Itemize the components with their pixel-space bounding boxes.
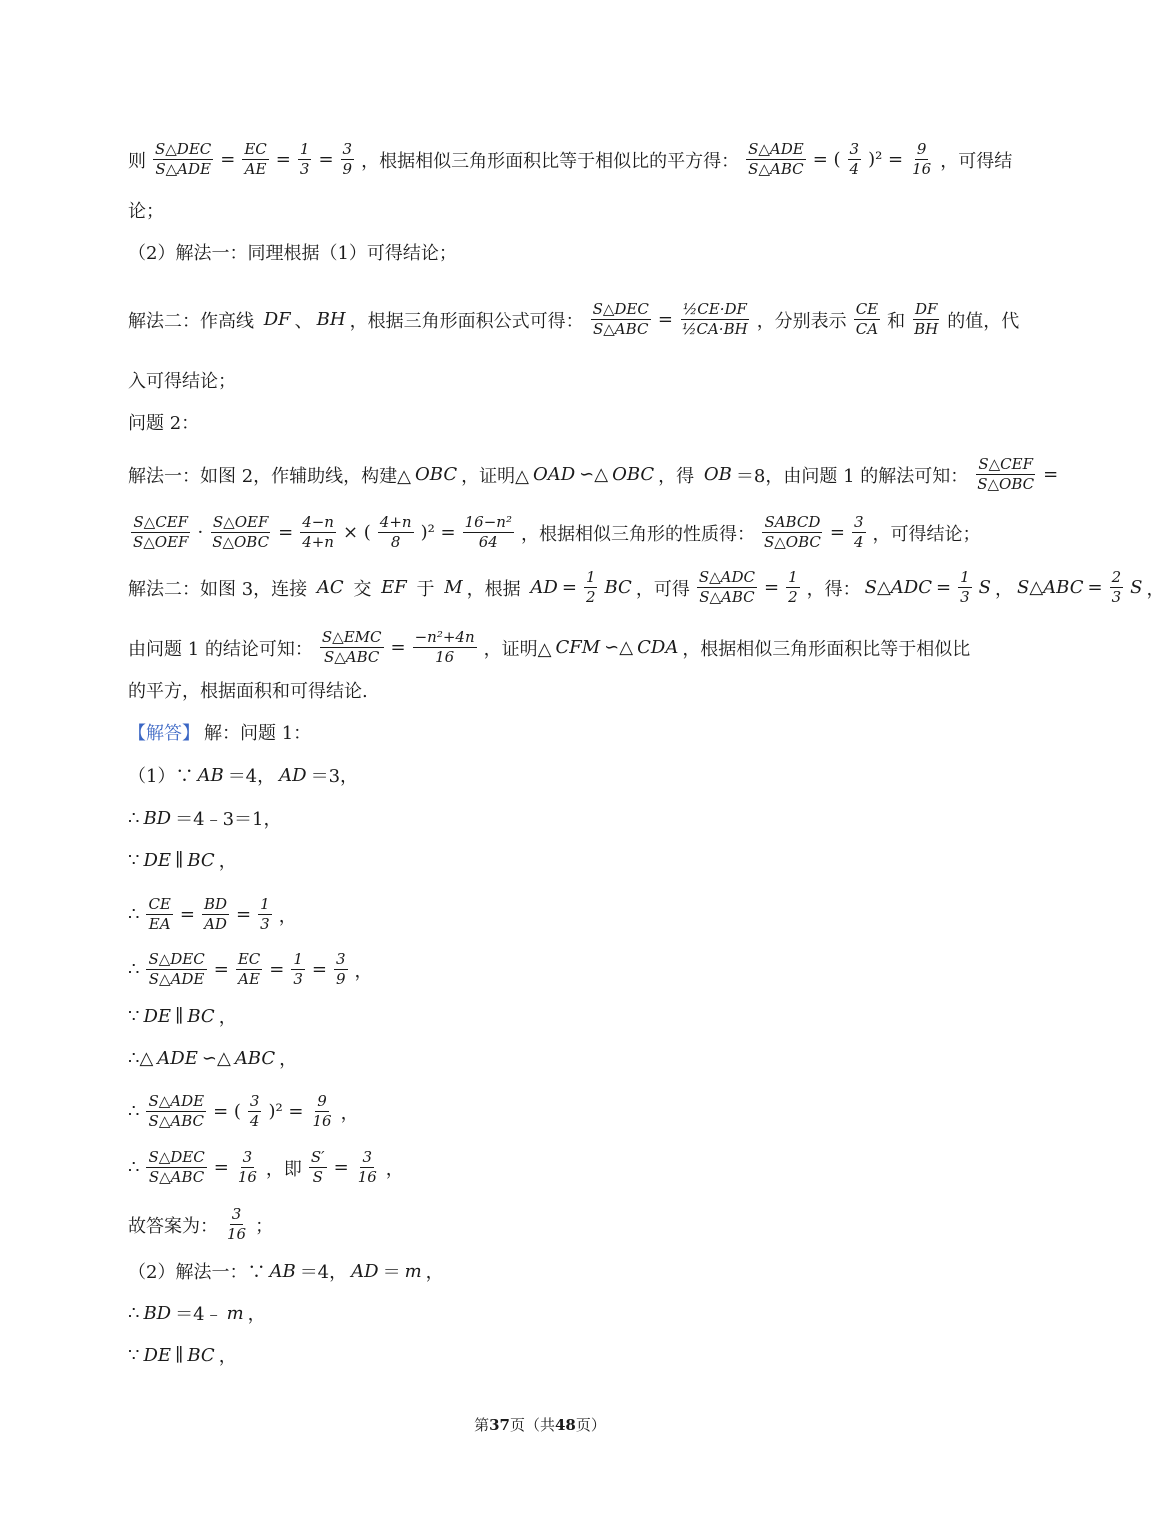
fraction-denominator: 3 bbox=[960, 588, 970, 606]
text-run: ∴ bbox=[128, 959, 140, 980]
fraction-numerator: 3 bbox=[849, 140, 860, 158]
text-line bbox=[128, 847, 980, 873]
fraction-numerator: EC bbox=[244, 140, 267, 158]
fraction-numerator: S′ bbox=[310, 1148, 325, 1166]
fraction-numerator: ½CE·DF bbox=[682, 300, 747, 318]
math-fraction bbox=[591, 300, 651, 339]
text-run: = ( bbox=[213, 1101, 241, 1122]
fraction-numerator: 3 bbox=[853, 513, 864, 531]
fraction-numerator: 1 bbox=[299, 140, 310, 158]
math-variable: OBC bbox=[612, 464, 655, 485]
text-run: 的平方，根据面积和可得结论. bbox=[128, 681, 368, 702]
fraction-denominator: S△ABC bbox=[323, 648, 380, 666]
math-fraction bbox=[852, 513, 866, 552]
fraction-denominator: S△ADE bbox=[155, 160, 211, 178]
fraction-denominator: 9 bbox=[342, 160, 353, 178]
fraction-numerator: 3 bbox=[242, 1148, 253, 1166]
text-run: ，分别表示 bbox=[756, 310, 847, 332]
fraction-denominator: 16 bbox=[237, 1168, 257, 1186]
math-fraction bbox=[311, 1092, 334, 1131]
text-line bbox=[128, 1342, 980, 1368]
text-run: ∥ bbox=[175, 1344, 184, 1366]
text-line bbox=[128, 1300, 980, 1326]
fraction-numerator: EC bbox=[237, 950, 261, 968]
math-variable: DE bbox=[143, 1344, 172, 1366]
text-run: 解法二：如图 3，连接 bbox=[128, 578, 313, 600]
text-run: ＝4﹣ bbox=[175, 1304, 223, 1325]
text-run: = ( bbox=[812, 149, 841, 170]
fraction-denominator: S△OBC bbox=[212, 533, 270, 551]
text-run: ，得 bbox=[658, 465, 700, 487]
fraction-numerator: 3 bbox=[335, 950, 346, 968]
text-run: = bbox=[269, 959, 285, 980]
text-run: （1）∵ bbox=[128, 766, 194, 787]
math-variable: DE bbox=[143, 849, 172, 871]
math-variable: BD bbox=[143, 1302, 172, 1324]
text-line bbox=[128, 628, 980, 667]
footer-prefix: 第 bbox=[474, 1416, 490, 1434]
text-run: = bbox=[179, 904, 195, 925]
fraction-numerator: S△ADE bbox=[148, 1092, 205, 1110]
fraction-denominator: EA bbox=[148, 915, 171, 933]
math-variable: S△ABC bbox=[1017, 577, 1084, 598]
text-run: ， bbox=[1146, 578, 1165, 600]
fraction-numerator: 4−n bbox=[302, 513, 334, 531]
text-line bbox=[128, 1148, 980, 1187]
fraction-numerator: S△DEC bbox=[592, 300, 649, 318]
math-fraction bbox=[378, 513, 414, 552]
text-run: = bbox=[829, 522, 845, 543]
math-variable: m bbox=[226, 1302, 244, 1324]
fraction-denominator: 16 bbox=[312, 1112, 332, 1130]
math-fraction bbox=[848, 140, 862, 179]
text-run: ∵ bbox=[128, 1344, 140, 1366]
math-fraction bbox=[146, 950, 206, 989]
math-fraction bbox=[236, 1148, 259, 1187]
text-run: ∽△ bbox=[201, 1047, 231, 1069]
math-variable: AB bbox=[197, 764, 224, 786]
math-variable: ADE bbox=[157, 1047, 198, 1069]
text-run: ＝4， bbox=[299, 1262, 348, 1283]
text-line bbox=[128, 513, 980, 552]
fraction-denominator: 3 bbox=[1111, 588, 1122, 606]
text-run: ，根据 bbox=[466, 578, 527, 600]
math-variable: AD bbox=[530, 577, 558, 598]
text-run: ， bbox=[247, 1304, 266, 1325]
math-fraction bbox=[248, 1092, 262, 1131]
math-fraction bbox=[225, 1205, 248, 1244]
fraction-numerator: S△CEF bbox=[133, 513, 189, 531]
text-run: ，根据相似三角形面积比等于相似比的平方得： bbox=[361, 150, 740, 172]
math-variable: BC bbox=[187, 1344, 215, 1366]
fraction-numerator: 1 bbox=[260, 895, 270, 913]
fraction-numerator: SABCD bbox=[764, 513, 821, 531]
math-fraction bbox=[1110, 568, 1124, 607]
fraction-denominator: S△ABC bbox=[148, 1112, 204, 1130]
math-fraction bbox=[210, 513, 271, 552]
fraction-denominator: AE bbox=[238, 970, 260, 988]
fraction-numerator: S△ADC bbox=[698, 568, 755, 586]
text-run: = bbox=[213, 1157, 229, 1178]
fraction-numerator: −n²+4n bbox=[414, 628, 475, 646]
math-fraction bbox=[341, 140, 355, 179]
text-run: 故答案为： bbox=[128, 1215, 218, 1237]
math-variable: M bbox=[444, 577, 463, 598]
text-line bbox=[128, 895, 980, 934]
text-run: = bbox=[390, 637, 406, 658]
text-run: ∴ bbox=[128, 807, 140, 829]
fraction-numerator: DF bbox=[914, 300, 938, 318]
fraction-denominator: 8 bbox=[390, 533, 401, 551]
math-variable: OB bbox=[703, 464, 732, 485]
math-fraction bbox=[584, 568, 598, 607]
math-variable: S bbox=[1130, 577, 1143, 598]
fraction-denominator: AD bbox=[204, 915, 227, 933]
fraction-denominator: S△ABC bbox=[748, 160, 804, 178]
text-run: ， bbox=[279, 1049, 298, 1070]
math-fraction bbox=[309, 1148, 327, 1187]
text-run: 解法二：作高线 bbox=[128, 310, 260, 332]
fraction-numerator: 1 bbox=[293, 950, 303, 968]
fraction-denominator: BH bbox=[914, 320, 939, 338]
text-run: ，可得 bbox=[635, 578, 690, 600]
text-run: ，可得结论； bbox=[872, 523, 981, 545]
fraction-numerator: 3 bbox=[342, 140, 353, 158]
fraction-denominator: 4 bbox=[853, 533, 864, 551]
text-line bbox=[128, 1205, 980, 1244]
fraction-denominator: S△ABC bbox=[699, 588, 755, 606]
text-run: ，证明△ bbox=[483, 638, 552, 660]
text-run: ∽△ bbox=[604, 637, 634, 658]
text-run: 、 bbox=[294, 310, 313, 332]
text-run: ，可得结 bbox=[940, 150, 1013, 172]
fraction-numerator: S△CEF bbox=[978, 455, 1034, 473]
fraction-numerator: 1 bbox=[788, 568, 798, 586]
fraction-numerator: S△DEC bbox=[155, 140, 212, 158]
fraction-denominator: 64 bbox=[478, 533, 498, 551]
math-variable: m bbox=[404, 1260, 422, 1282]
fraction-denominator: S△ABC bbox=[148, 1168, 205, 1186]
text-run: ∴ bbox=[128, 1101, 140, 1122]
fraction-denominator: 4 bbox=[849, 160, 860, 178]
text-run: )² = bbox=[268, 1101, 304, 1122]
math-fraction bbox=[146, 1092, 206, 1131]
fraction-numerator: 9 bbox=[317, 1092, 327, 1110]
math-variable: EF bbox=[381, 577, 407, 598]
fraction-numerator: S△DEC bbox=[148, 950, 205, 968]
text-run: ∴ bbox=[128, 1157, 140, 1178]
fraction-denominator: 16 bbox=[357, 1168, 377, 1186]
fraction-denominator: 4+n bbox=[302, 533, 334, 551]
text-run: = bbox=[311, 959, 327, 980]
math-variable: DE bbox=[143, 1005, 172, 1027]
text-run: ∴ bbox=[128, 904, 140, 925]
fraction-denominator: S△ABC bbox=[593, 320, 649, 338]
text-run: 问题 2： bbox=[128, 413, 200, 434]
fraction-numerator: 16−n² bbox=[464, 513, 512, 531]
fraction-numerator: 4+n bbox=[379, 513, 412, 531]
fraction-denominator: 16 bbox=[435, 648, 455, 666]
text-run: 由问题 1 的结论可知： bbox=[128, 638, 313, 660]
fraction-numerator: 3 bbox=[249, 1092, 260, 1110]
text-run: ， bbox=[425, 1262, 444, 1283]
math-fraction bbox=[291, 950, 305, 989]
math-variable: DF bbox=[263, 309, 291, 330]
text-run: ， bbox=[278, 905, 297, 927]
math-variable: S bbox=[978, 577, 991, 598]
math-variable: BC bbox=[187, 1005, 215, 1027]
text-run: = bbox=[213, 959, 229, 980]
text-run: ＝4， bbox=[227, 766, 276, 787]
current-page-number: 37 bbox=[489, 1416, 510, 1434]
math-fraction bbox=[910, 140, 933, 179]
page-footer bbox=[0, 1414, 1080, 1435]
text-line bbox=[128, 805, 980, 831]
math-fraction bbox=[762, 513, 823, 552]
fraction-denominator: 4 bbox=[249, 1112, 260, 1130]
math-fraction bbox=[746, 140, 806, 179]
math-fraction bbox=[786, 568, 800, 607]
fraction-numerator: 1 bbox=[585, 568, 596, 586]
fraction-numerator: 9 bbox=[916, 140, 927, 158]
text-line bbox=[128, 1092, 980, 1131]
math-fraction bbox=[320, 628, 384, 667]
text-run: = bbox=[936, 577, 952, 598]
text-run: = bbox=[318, 149, 334, 170]
text-run: 的值，代 bbox=[947, 310, 1020, 332]
text-run: ∵ bbox=[128, 849, 140, 871]
text-run: （2）解法一：同理根据（1）可得结论； bbox=[128, 243, 457, 264]
text-run: · bbox=[197, 522, 204, 543]
text-run: 入可得结论； bbox=[128, 371, 236, 392]
math-fraction bbox=[131, 513, 190, 552]
text-run: 和 bbox=[887, 310, 906, 332]
fraction-denominator: 3 bbox=[299, 160, 310, 178]
text-run: 论； bbox=[128, 201, 164, 222]
math-variable: OBC bbox=[415, 464, 458, 485]
math-variable: BH bbox=[316, 309, 346, 330]
fraction-denominator: 16 bbox=[912, 160, 932, 178]
text-run: = bbox=[1087, 577, 1103, 598]
fraction-numerator: S△DEC bbox=[148, 1148, 205, 1166]
math-fraction bbox=[300, 513, 336, 552]
text-run: = bbox=[333, 1157, 349, 1178]
fraction-denominator: S bbox=[312, 1168, 323, 1186]
text-run: ，根据三角形面积公式可得： bbox=[349, 310, 584, 332]
math-variable: OAD bbox=[532, 464, 576, 485]
text-run: ∥ bbox=[175, 849, 184, 871]
math-variable: AC bbox=[316, 577, 344, 598]
fraction-denominator: 2 bbox=[585, 588, 596, 606]
text-line bbox=[128, 239, 980, 265]
text-line bbox=[128, 455, 1059, 494]
text-run: )² = bbox=[868, 149, 904, 170]
math-fraction bbox=[298, 140, 312, 179]
text-line bbox=[128, 568, 1165, 607]
math-fraction bbox=[236, 950, 262, 989]
math-fraction bbox=[146, 1148, 206, 1187]
fraction-denominator: 2 bbox=[788, 588, 798, 606]
fraction-numerator: S△EMC bbox=[321, 628, 382, 646]
text-line bbox=[128, 1045, 980, 1071]
text-line bbox=[128, 1258, 980, 1284]
text-run: = bbox=[763, 577, 780, 598]
math-fraction bbox=[958, 568, 972, 607]
text-run: ， bbox=[354, 960, 373, 982]
text-run: 则 bbox=[128, 150, 146, 172]
fraction-denominator: 3 bbox=[260, 915, 270, 933]
math-variable: AB bbox=[269, 1260, 296, 1282]
math-variable: CFM bbox=[555, 637, 601, 658]
text-line bbox=[128, 1003, 980, 1029]
text-run: = bbox=[561, 577, 577, 598]
math-fraction bbox=[153, 140, 213, 179]
text-line bbox=[128, 677, 980, 703]
fraction-denominator: CA bbox=[855, 320, 879, 338]
fraction-denominator: 9 bbox=[335, 970, 346, 988]
text-run: ； bbox=[255, 1215, 274, 1237]
fraction-numerator: 1 bbox=[960, 568, 970, 586]
footer-middle: 页（共 bbox=[509, 1416, 555, 1434]
text-run: ， bbox=[218, 851, 237, 872]
text-line bbox=[128, 140, 1013, 179]
text-run: ，即 bbox=[265, 1158, 302, 1180]
text-run: ＝ bbox=[382, 1262, 401, 1283]
math-fraction bbox=[242, 140, 268, 179]
math-variable: BD bbox=[143, 807, 172, 829]
fraction-numerator: 2 bbox=[1111, 568, 1122, 586]
text-run: ， bbox=[995, 578, 1013, 600]
fraction-denominator: ½CA·BH bbox=[681, 320, 748, 338]
text-run: ， bbox=[218, 1346, 237, 1367]
fraction-denominator: AE bbox=[244, 160, 267, 178]
text-run: = bbox=[236, 904, 252, 925]
text-run: = bbox=[275, 149, 291, 170]
math-fraction bbox=[146, 895, 172, 934]
total-page-count: 48 bbox=[555, 1416, 576, 1434]
text-line bbox=[128, 367, 980, 393]
text-run: ，得： bbox=[806, 578, 861, 600]
math-fraction bbox=[975, 455, 1036, 494]
math-fraction bbox=[413, 628, 477, 667]
fraction-denominator: S△OBC bbox=[977, 475, 1035, 493]
fraction-denominator: S△OEF bbox=[133, 533, 189, 551]
text-run: 于 bbox=[410, 578, 441, 600]
math-variable: BC bbox=[187, 849, 215, 871]
math-variable: BC bbox=[604, 577, 632, 598]
text-run: = bbox=[1043, 464, 1059, 485]
footer-suffix: 页） bbox=[575, 1416, 606, 1434]
text-run: ，根据相似三角形的性质得： bbox=[520, 523, 755, 545]
text-run: ，证明△ bbox=[461, 465, 529, 487]
text-run: ∴ bbox=[128, 1302, 140, 1324]
math-fraction bbox=[697, 568, 757, 607]
answer-label: 【解答】 bbox=[128, 723, 200, 744]
text-run: ， bbox=[385, 1158, 404, 1180]
math-fraction bbox=[463, 513, 514, 552]
fraction-numerator: S△OEF bbox=[212, 513, 269, 531]
text-line bbox=[128, 409, 980, 435]
math-variable: AD bbox=[351, 1260, 379, 1282]
text-run: ＝8，由问题 1 的解法可知： bbox=[735, 465, 969, 487]
text-run: （2）解法一：∵ bbox=[128, 1262, 266, 1283]
fraction-numerator: CE bbox=[855, 300, 879, 318]
fraction-numerator: 3 bbox=[231, 1205, 242, 1223]
text-run: = bbox=[657, 309, 673, 330]
text-run: = bbox=[220, 149, 236, 170]
math-variable: AD bbox=[279, 764, 307, 786]
math-variable: ABC bbox=[234, 1047, 276, 1069]
fraction-denominator: S△ADE bbox=[148, 970, 205, 988]
fraction-numerator: BD bbox=[203, 895, 228, 913]
fraction-numerator: S△ADE bbox=[748, 140, 804, 158]
text-run: ＝3， bbox=[310, 766, 359, 787]
text-run: ∥ bbox=[175, 1005, 184, 1027]
text-run: ∵ bbox=[128, 1005, 140, 1027]
math-fraction bbox=[334, 950, 348, 989]
text-line bbox=[128, 950, 980, 989]
math-fraction bbox=[680, 300, 750, 339]
fraction-denominator: 3 bbox=[293, 970, 303, 988]
fraction-denominator: 16 bbox=[227, 1225, 247, 1243]
math-fraction bbox=[854, 300, 880, 339]
text-line bbox=[128, 197, 980, 223]
fraction-numerator: 3 bbox=[362, 1148, 372, 1166]
math-variable: CDA bbox=[637, 637, 679, 658]
math-fraction bbox=[258, 895, 272, 934]
math-fraction bbox=[912, 300, 940, 339]
text-run: )² = bbox=[420, 522, 456, 543]
math-fraction bbox=[202, 895, 229, 934]
fraction-denominator: S△OBC bbox=[763, 533, 821, 551]
text-run: × ( bbox=[342, 522, 371, 543]
text-line bbox=[128, 719, 980, 745]
text-run: ， bbox=[218, 1007, 237, 1028]
text-run: ， bbox=[340, 1102, 359, 1124]
math-variable: S△ADC bbox=[864, 577, 933, 598]
text-run: ＝4﹣3＝1， bbox=[175, 809, 282, 830]
text-run: ∽△ bbox=[579, 464, 609, 485]
math-fraction bbox=[356, 1148, 379, 1187]
text-run: ，根据相似三角形面积比等于相似比 bbox=[682, 638, 971, 660]
text-line bbox=[128, 300, 1020, 339]
text-run: 解：问题 1： bbox=[204, 723, 312, 744]
text-run: ∴△ bbox=[128, 1047, 154, 1069]
text-run: 交 bbox=[347, 578, 378, 600]
fraction-numerator: CE bbox=[148, 895, 171, 913]
text-run: = bbox=[278, 522, 294, 543]
text-run: 解法一：如图 2，作辅助线，构建△ bbox=[128, 465, 412, 487]
text-line bbox=[128, 762, 980, 788]
